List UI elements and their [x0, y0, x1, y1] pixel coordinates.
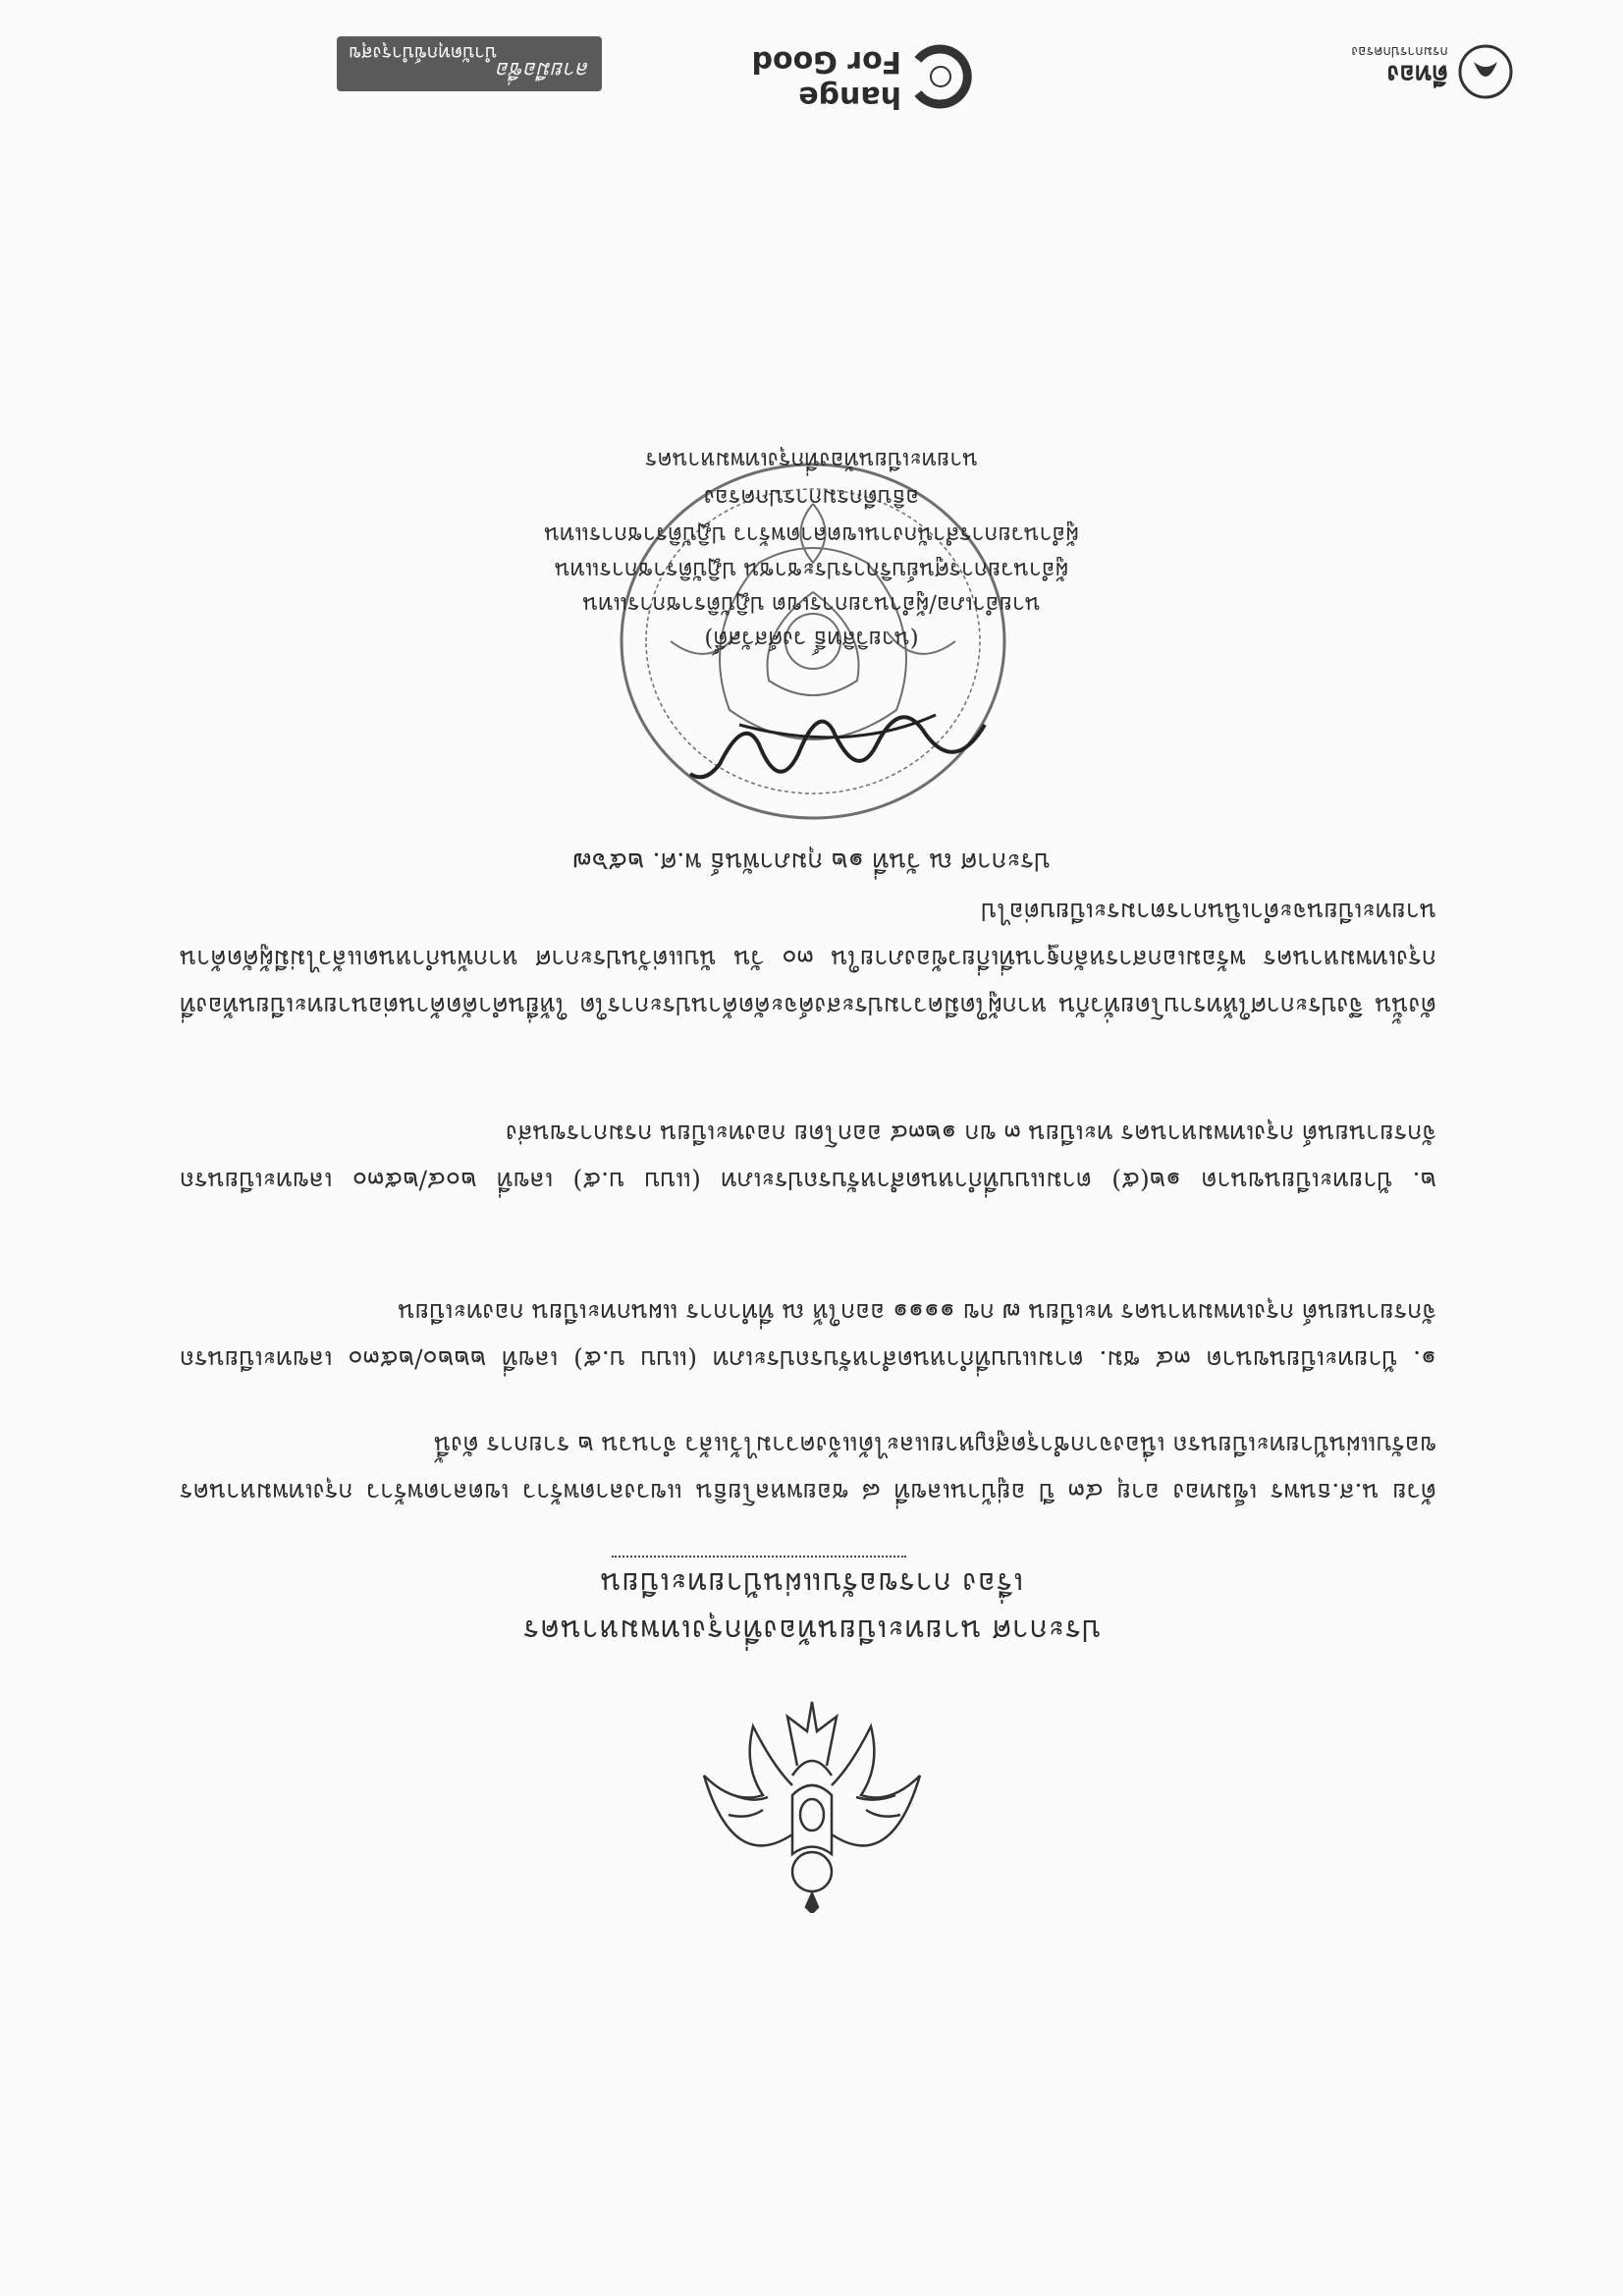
department-logo-icon [1456, 42, 1515, 101]
announcement-date: ประกาศ ณ วันที่ ๑๒ กุมภาพันธ์ พ.ศ. ๒๕๖๗ [572, 847, 1051, 876]
announcement-notice: ดังนั้น จึงประกาศให้ทราบโดยทั่วกัน หากผู้ใดมีความประสงค์จะคัดค้านประการใด ให้ยื่นคำคัดค้านต่อนายทะเบียนท้องที่กรุงเทพมหานคร พร้อมเอกสารหลักฐานที่เกี่ยวข้องภายใน ๓๐ วัน นับแต่วันประกาศ หากพ้นกำหนดแล้วไม่มีผู้คัดค้าน นายทะเบียนจะดำเนินการตามระเบียบต่อไป [180, 898, 1436, 1020]
banner-signature: ลายมือชื่อ [497, 57, 590, 82]
announcement-item-1: ๑. ป้ายทะเบียนขนาด ๓๔ ซม. ตามแบบที่กำหนดสำหรับรถประเภท (แบบ บ.๕) เลขที่ ๒๒๒๐/๒๕๓๐ เลขทะเบียนรถจักรยานยนต์ กรุงเทพมหานคร ทะเบียน ๗ กข ๑๑๑๑ ออกให้ ณ ที่ทำการ แผนกทะเบียน กองทะเบียน [180, 1298, 1436, 1374]
signatory-name: (นายวิสิทธิ์ วงศ์สวัสดิ์) [704, 626, 919, 651]
change-for-good-line-2: For Good [751, 44, 901, 79]
signatory-position-3: ผู้อำนวยการสำนักงานเขตลาดพร้าว ปฏิบัติราชการแทน [544, 521, 1079, 547]
signatory-position-2: ผู้อำนวยการศูนย์บริการประชาชน ปฏิบัติราชการแทน [554, 557, 1069, 582]
department-logo-text: ดีทอง [1386, 59, 1448, 88]
signatory-position-4: อธิบดีกรมการปกครอง [703, 484, 920, 510]
change-for-good-line-1: hange [798, 80, 901, 114]
announcement-intro: ด้วย น.ส.ธนพร เข็มทอง อายุ ๔๓ ปี อยู่บ้านเลขที่ ๘ ซอยพหลโยธิน แขวงลาดพร้าว เขตลาดพร้าว กรุงเทพมหานคร ขอรับแผ่นป้ายทะเบียนรถ เนื่องจากชำรุดสูญหายและได้แจ้งความไว้แล้ว จำนวน ๒ รายการ ดังนี้ [180, 1431, 1436, 1506]
announcement-item-2: ๒. ป้ายทะเบียนขนาด ๑๒(๕) ตามแบบที่กำหนดสำหรับรถประเภท (แบบ บ.๕) เลขที่ ๒๐๔/๒๕๓๐ เลขทะเบียนรถจักรยานยนต์ กรุงเทพมหานคร ทะเบียน ๓ ขก ๑๒๓๔ ออกโดย กองทะเบียน กรมการขนส่ง [180, 1120, 1436, 1195]
announcement-title: ประกาศ นายทะเบียนท้องที่กรุงเทพมหานคร [521, 1613, 1102, 1647]
garuda-emblem-icon [694, 1687, 930, 1913]
department-logo-subtext: กรมการปกครอง [1351, 43, 1448, 59]
signature-scribble-icon [680, 685, 995, 813]
signatory-position-5: นายทะเบียนท้องที่กรุงเทพมหานคร [644, 447, 979, 472]
dotted-divider [612, 1556, 906, 1558]
slogan-banner [337, 36, 602, 91]
change-for-good-logo-icon [906, 42, 975, 111]
banner-slogan: บำบัดทุกข์บำรุงสุข [349, 42, 497, 64]
signatory-position-1: นายอำเภอ/ผู้อำนวยการเขต ปฏิบัติราชการแทน [582, 591, 1041, 617]
announcement-subject: เรื่อง การขอรับแผ่นป้ายทะเบียน [599, 1565, 1024, 1600]
